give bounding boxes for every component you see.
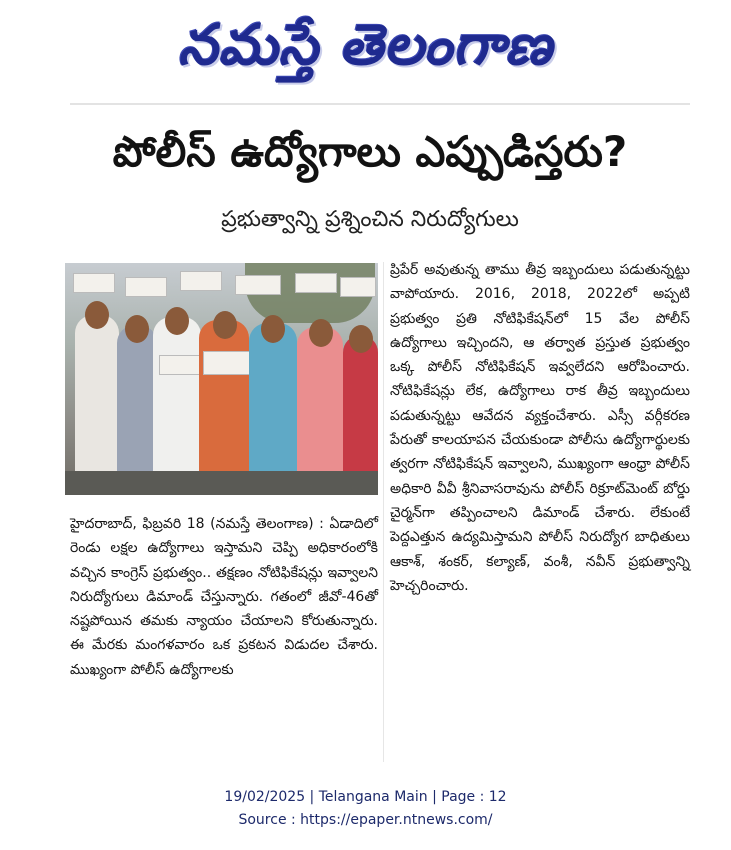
- column-separator: [383, 262, 384, 762]
- photo-person: [153, 317, 201, 495]
- photo-placard: [180, 271, 222, 291]
- photo-head: [85, 301, 109, 329]
- article-right-column: ప్రిపేర్ అవుతున్న తాము తీవ్ర ఇబ్బందులు పడుతున్నట్టు వాపోయారు. 2016, 2018, 2022లో అప్పటి ప్రభుత్వం ప్రతి నోటిఫికేషన్‌లో 15 వేల పోలీస్ ఉద్యోగాలు ఇచ్చిందని, ఆ తర్వాత ప్రస్తుత ప్రభుత్వం ఒక్క పోలీస్ నోటిఫికేషన్ ఇవ్వలేదని ఆరోపించారు. నోటిఫికేషన్లు లేక, ఉద్యోగాలు రాక తీవ్ర ఇబ్బందులు పడుతున్నట్టు ఆవేదన వ్యక్తంచేశారు. ఎస్సీ వర్గీకరణ పేరుతో కాలయాపన చేయకుండా పోలీసు ఉద్యోగార్థులకు త్వరగా నోటిఫికేషన్ ఇవ్వాలని, ముఖ్యంగా ఆంధ్రా పోలీస్ అధికారి వీవీ శ్రీనివాసరావును పోలీస్ రిక్రూట్‌మెంట్ బోర్డు చైర్మన్‌గా తప్పించాలని డిమాండ్ చేశారు. లేకుంటే పెద్దఎత్తున ఉద్యమిస్తామని పోలీస్ నిరుద్యోగ బాధితులు ఆకాశ్, శంకర్, కల్యాణ్, వంశీ, నవీన్ ప్రభుత్వాన్ని హెచ్చరించారు.: [390, 262, 690, 594]
- source-info: Source : https://epaper.ntnews.com/: [238, 812, 493, 828]
- newspaper-title: నమస్తే తెలంగాణ: [178, 13, 553, 78]
- photo-head: [349, 325, 373, 353]
- photo-placard: [235, 275, 281, 295]
- photo-head: [261, 315, 285, 343]
- article-subheadline: ప్రభుత్వాన్ని ప్రశ్నించిన నిరుద్యోగులు: [221, 207, 519, 232]
- photo-head: [125, 315, 149, 343]
- masthead-divider: [70, 103, 690, 105]
- edition-info: 19/02/2025 | Telangana Main | Page : 12: [224, 789, 507, 805]
- article-left-column: హైదరాబాద్, ఫిబ్రవరి 18 (నమస్తే తెలంగాణ) : ఏడాదిలో రెండు లక్షల ఉద్యోగాలు ఇస్తామని చెప్పి అధికారంలోకి వచ్చిన కాంగ్రెస్ ప్రభుత్వం.. తక్షణం నోటిఫికేషన్లు ఇవ్వాలని నిరుద్యోగులు డిమాండ్ చేస్తున్నారు. గతంలో జీవో-46తో నష్టపోయిన తమకు న్యాయం చేయాలని కోరుతున్నారు. ఈ మేరకు మంగళవారం ఒక ప్రకటన విడుదల చేశారు. ముఖ్యంగా పోలీస్ ఉద్యోగాలకు: [70, 516, 378, 678]
- article-headline: పోలీస్ ఉద్యోగాలు ఎప్పుడిస్తరు?: [112, 127, 628, 176]
- photo-placard: [159, 355, 201, 375]
- protest-photo: [65, 263, 378, 495]
- photo-person: [199, 320, 249, 495]
- photo-placard: [295, 273, 337, 293]
- photo-head: [309, 319, 333, 347]
- masthead-logo: [60, 6, 671, 92]
- photo-head: [165, 307, 189, 335]
- photo-placard: [73, 273, 115, 293]
- photo-ground: [65, 471, 378, 495]
- photo-person: [117, 325, 157, 495]
- photo-placard: [203, 351, 251, 375]
- photo-head: [213, 311, 237, 339]
- photo-placard: [340, 277, 376, 297]
- photo-placard: [125, 277, 167, 297]
- photo-person: [249, 323, 297, 495]
- photo-person: [75, 315, 119, 495]
- photo-person: [297, 327, 343, 495]
